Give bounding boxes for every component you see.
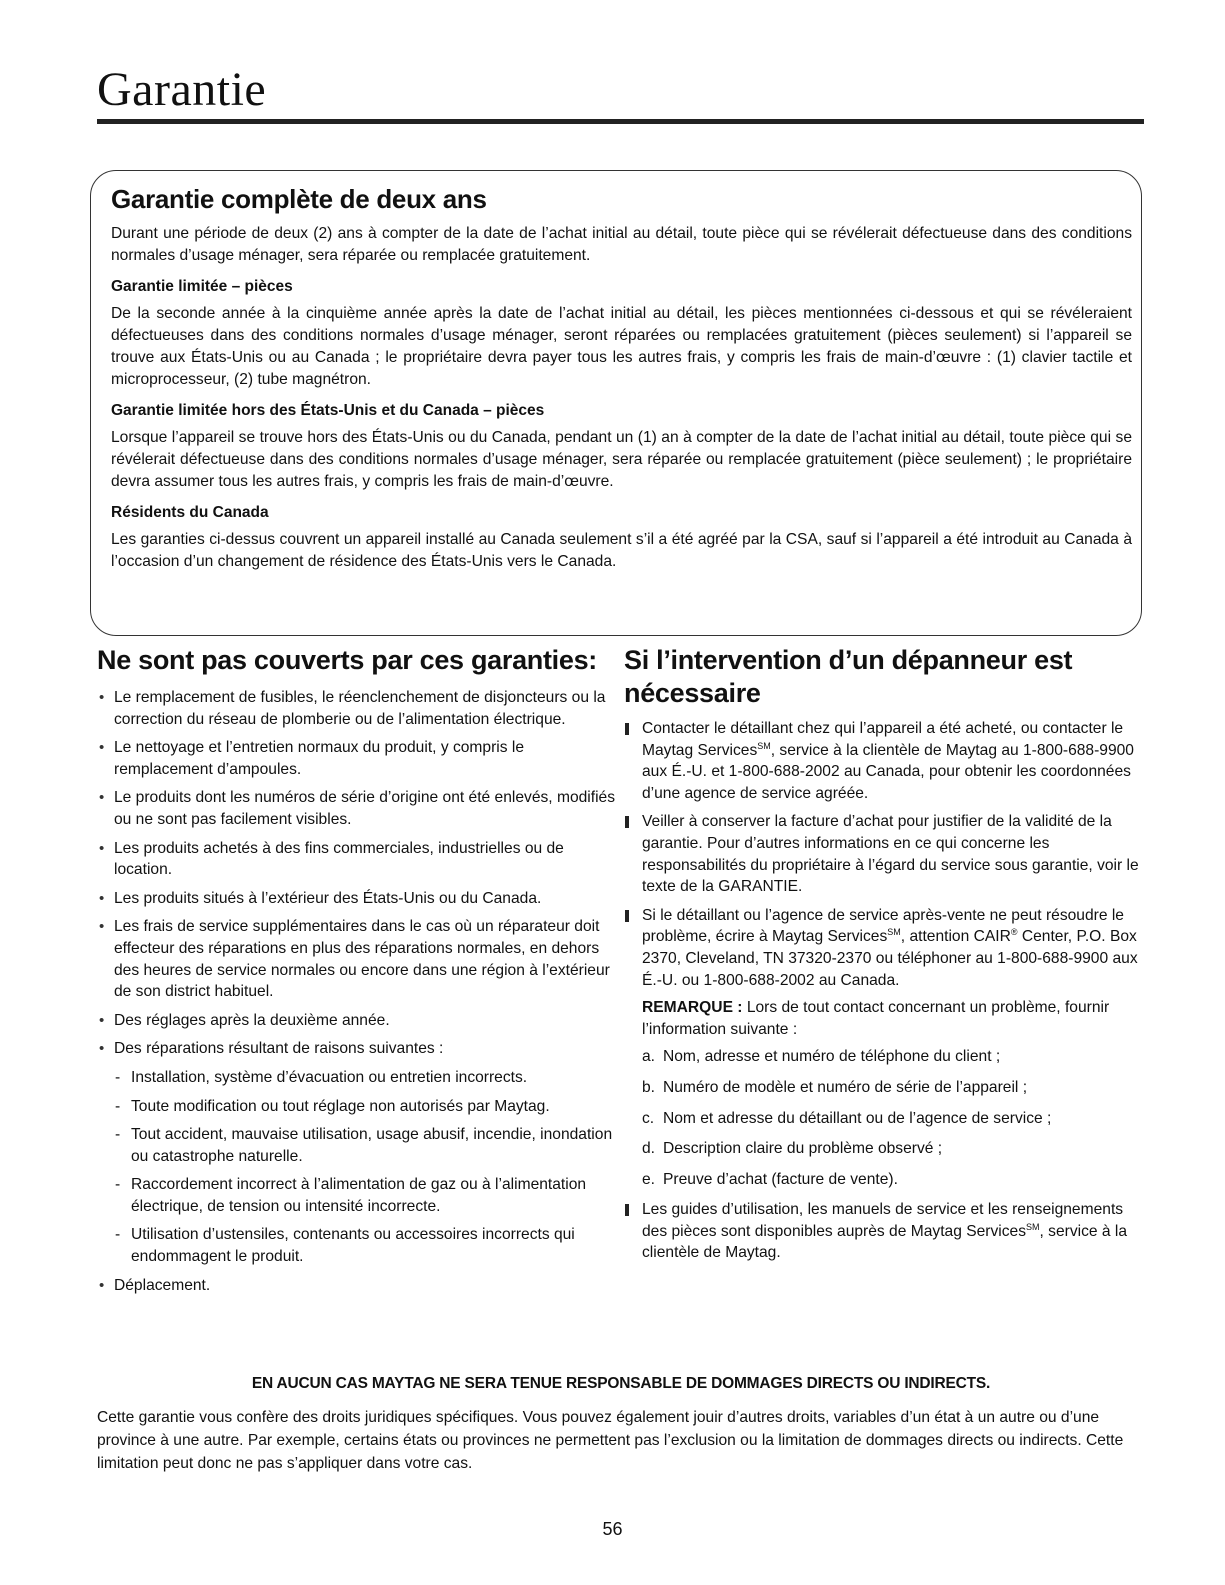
page-title: Garantie (97, 63, 267, 116)
info-letter: b. (642, 1078, 656, 1096)
service-item-guides (624, 1199, 1146, 1264)
info-letter: e. (642, 1170, 656, 1188)
sub-list-item: - Tout accident, mauvaise utilisation, usage abusif, incendie, inondation ou catastrophe naturelle. (114, 1124, 617, 1167)
service-item-receipt: Veiller à conserver la facture d’achat pour justifier de la validité de la garantie. Pour d’autres informations en ce qui concerne les responsabilités du propriétaire à l’égard du service sous garantie, voir le texte de la GARANTIE. (624, 811, 1146, 897)
page-number: 56 (602, 1519, 623, 1539)
info-list (642, 1046, 1146, 1190)
title-rule (97, 119, 1144, 124)
service-item-escalation (624, 905, 1146, 1191)
service-item-text: Contacter le détaillant chez qui l’appareil a été acheté, ou contacter le Maytag Services (642, 720, 1124, 759)
list-item-with-sublist (97, 1038, 617, 1267)
not-covered-list (97, 687, 617, 1296)
limited-parts-heading: Garantie limitée – pièces (111, 277, 293, 295)
info-text: Nom et adresse du détaillant ou de l’agence de service ; (663, 1109, 1052, 1127)
service-item-contact (624, 718, 1146, 804)
registered-mark: ® (1010, 927, 1018, 938)
warranty-box (90, 170, 1142, 636)
list-item: • Le nettoyage et l’entretien normaux du produit, y compris le remplacement d’ampoules. (97, 737, 617, 780)
list-item: • Les frais de service supplémentaires dans le cas où un réparateur doit effecteur des réparations en plus des réparations normales, en dehors des heures de service normales ou encore dans une région à l’extérieur de son district habituel. (97, 916, 617, 1002)
service-item-text: Center, P.O. Box 2370, Cleveland, TN 37320-2370 ou téléphoner au 1-800-688-9900 aux É.-U. ou 1-800-688-2002 au Canada. (642, 928, 1138, 989)
sub-list-item: - Toute modification ou tout réglage non autorisés par Maytag. (114, 1096, 617, 1118)
info-item (642, 1077, 1146, 1099)
list-item: • Déplacement. (97, 1275, 617, 1297)
list-item: • Les produits situés à l’extérieur des États-Unis ou du Canada. (97, 888, 617, 910)
service-item-text: , attention CAIR (900, 928, 1011, 946)
reasons-sublist (114, 1067, 617, 1268)
warranty-intro: Durant une période de deux (2) ans à compter de la date de l’achat initial au détail, toute pièce qui se révélerait défectueuse dans des conditions normales d’usage ménager, sera réparée ou remplacée gratuitement. (111, 225, 1132, 265)
info-item (642, 1108, 1146, 1130)
sub-list-item: - Raccordement incorrect à l’alimentation de gaz ou à l’alimentation électrique, de tension ou intensité incorrecte. (114, 1174, 617, 1217)
service-list (624, 718, 1146, 1264)
service-item-text: , service à la clientèle de Maytag. (642, 1222, 1128, 1262)
limited-parts-text: De la seconde année à la cinquième année après la date de l’achat initial au détail, les pièces mentionnées ci-dessous et qui se révéleraient défectueuses dans des conditions normales d’usage ménager, seront réparées ou remplacées gratuitement (pièces seulement) si l’appareil se trouve aux États-Unis ou au Canada ; le propriétaire devra payer tous les autres frais, y compris les frais de main-d’œuvre : (1) clavier tactile et microprocesseur, (2) tube magnétron. (111, 304, 1132, 389)
not-covered-section (97, 644, 617, 1303)
list-item: • Le remplacement de fusibles, le réenclenchement de disjoncteurs ou la correction du réseau de plomberie ou de l’alimentation électrique. (97, 687, 617, 730)
sub-list-item: - Utilisation d’ustensiles, contenants ou accessoires incorrects qui endommagent le produit. (114, 1224, 617, 1267)
service-item-text: Les guides d’utilisation, les manuels de service et les renseignements des pièces sont disponibles auprès de Maytag Services (642, 1201, 1124, 1240)
closing-paragraph: Cette garantie vous confère des droits juridiques spécifiques. Vous pouvez également jouir d’autres droits, variables d’un état à un autre ou d’une province à une autre. Par exemple, certains états ou provinces ne permettent pas l’exclusion ou la limitation de dommages directs ou indirects. Cette limitation peut donc ne pas s’appliquer dans votre cas. (97, 1409, 1124, 1472)
info-text: Preuve d’achat (facture de vente). (663, 1170, 898, 1188)
warranty-heading: Garantie complète de deux ans (111, 184, 487, 214)
info-letter: c. (642, 1109, 655, 1127)
outside-parts-heading: Garantie limitée hors des États-Unis et du Canada – pièces (111, 401, 545, 419)
service-heading: Si l’intervention d’un dépanneur est nécessaire (624, 645, 1073, 708)
liability-disclaimer: EN AUCUN CAS MAYTAG NE SERA TENUE RESPONSABLE DE DOMMAGES DIRECTS OU INDIRECTS. (251, 1375, 991, 1392)
list-item-text: Des réparations résultant de raisons suivantes : (114, 1040, 444, 1058)
info-item (642, 1169, 1146, 1191)
remark-label: REMARQUE : (642, 999, 743, 1017)
service-mark: SM (887, 927, 901, 938)
remark-text: Lors de tout contact concernant un problème, fournir l’information suivante : (642, 999, 1110, 1038)
service-section (624, 644, 1146, 1271)
canada-residents-text: Les garanties ci-dessus couvrent un appareil installé au Canada seulement s’il a été agréé par la CSA, sauf si l’appareil a été introduit au Canada à l’occasion d’un changement de résidence des États-Unis vers le Canada. (111, 530, 1132, 570)
remark (642, 997, 1146, 1040)
list-item: • Les produits achetés à des fins commerciales, industrielles ou de location. (97, 838, 617, 881)
list-item: • Des réglages après la deuxième année. (97, 1010, 617, 1032)
service-mark: SM (1026, 1221, 1040, 1232)
info-letter: a. (642, 1048, 656, 1066)
not-covered-heading: Ne sont pas couverts par ces garanties: (97, 645, 597, 675)
list-item: • Le produits dont les numéros de série d’origine ont été enlevés, modifiés ou ne sont pas facilement visibles. (97, 787, 617, 830)
sub-list-item: - Installation, système d’évacuation ou entretien incorrects. (114, 1067, 617, 1089)
service-mark: SM (757, 740, 771, 751)
outside-parts-text: Lorsque l’appareil se trouve hors des États-Unis ou du Canada, pendant un (1) an à compter de la date de l’achat initial au détail, toute pièce qui se révélerait défectueuse dans des conditions normales d’usage ménager, sera réparée ou remplacée gratuitement (pièce seulement) ; le propriétaire devra assumer tous les autres frais, y compris les frais de main-d’œuvre. (111, 428, 1132, 491)
info-text: Nom, adresse et numéro de téléphone du client ; (663, 1048, 1001, 1066)
canada-residents-heading: Résidents du Canada (111, 503, 269, 521)
info-item (642, 1046, 1146, 1068)
info-item (642, 1138, 1146, 1160)
service-item-text: Si le détaillant ou l’agence de service après-vente ne peut résoudre le problème, écrire à Maytag Services (642, 906, 1124, 946)
service-item-text: , service à la clientèle de Maytag au 1-800-688-9900 aux É.-U. et 1-800-688-2002 au Canada, pour obtenir les coordonnées d’une agence de service agréée. (642, 741, 1134, 802)
info-text: Numéro de modèle et numéro de série de l’appareil ; (663, 1078, 1028, 1096)
info-text: Description claire du problème observé ; (663, 1140, 943, 1158)
info-letter: d. (642, 1140, 656, 1158)
